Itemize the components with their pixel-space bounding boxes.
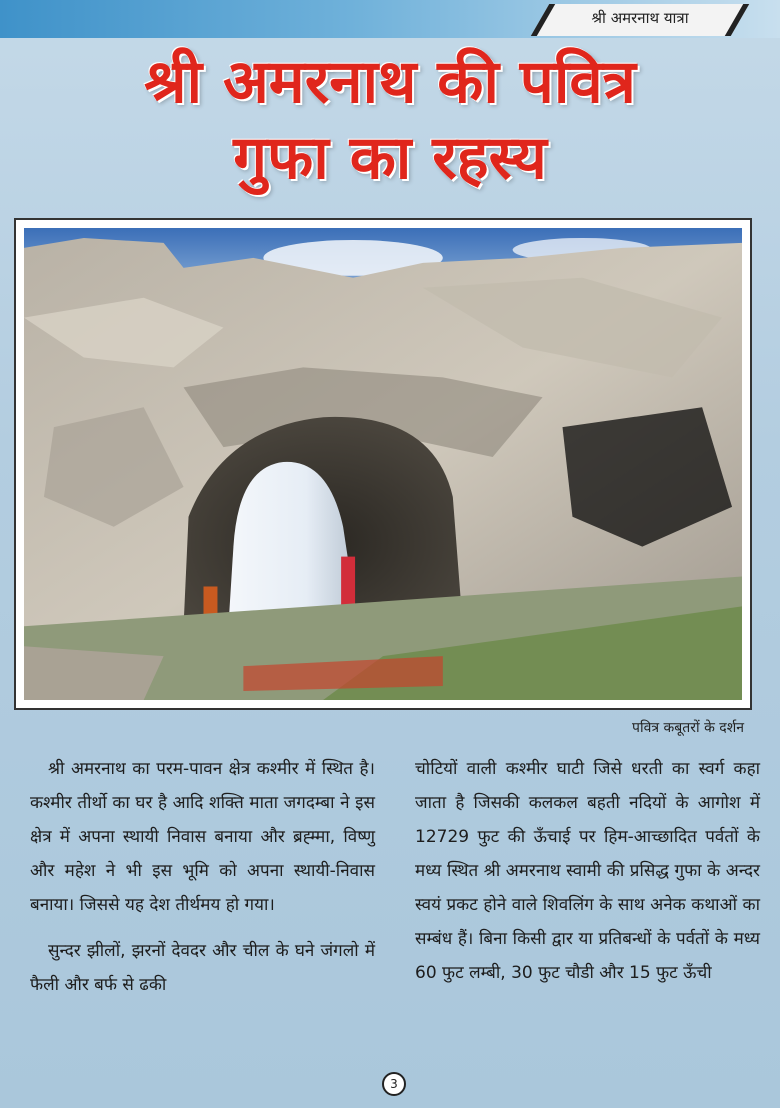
page-title-line-2: गुफा का रहस्य <box>233 123 547 193</box>
page-number: 3 <box>382 1072 406 1096</box>
article-paragraph: श्री अमरनाथ का परम-पावन क्षेत्र कश्मीर में स्थित है। कश्मीर तीर्थो का घर है आदि शक्ति माता जगदम्बा ने इस क्षेत्र में अपना स्थायी निवास बनाया और ब्रह्म्मा, विष्णु और महेश ने भी इस भूमि को अपना स्थायी-निवास बनाया। जिससे यह देश तीर्थमय हो गया। <box>30 759 375 915</box>
photo-frame <box>14 218 752 710</box>
article-column-left <box>30 752 375 1014</box>
section-tag: श्री अमरनाथ यात्रा <box>591 9 689 27</box>
page-title-line-1: श्री अमरनाथ की पवित्र <box>144 47 636 117</box>
article-paragraph: सुन्दर झीलों, झरनों देवदर और चील के घने जंगलो में फैली और बर्फ से ढकी <box>30 941 375 995</box>
article-column-right <box>415 752 760 1002</box>
photo-caption: पवित्र कबूतरों के दर्शन <box>632 720 744 736</box>
cave-photo <box>24 228 742 700</box>
article-paragraph: चोटियों वाली कश्मीर घाटी जिसे धरती का स्वर्ग कहा जाता है जिसकी कलकल बहती नदियों के आगोश में 12729 फुट की ऊँचाई पर हिम-आच्छादित पर्वतों के मध्य स्थित श्री अमरनाथ स्वामी की प्रसिद्ध गुफा के अन्दर स्वयं प्रकट होने वाले शिवलिंग के साथ अनेक कथाओं का सम्बंध हैं। बिना किसी द्वार या प्रतिबन्धों के पर्वतों के मध्य 60 फुट लम्बी, 30 फुट चौडी और 15 फुट ऊँची <box>415 759 760 983</box>
